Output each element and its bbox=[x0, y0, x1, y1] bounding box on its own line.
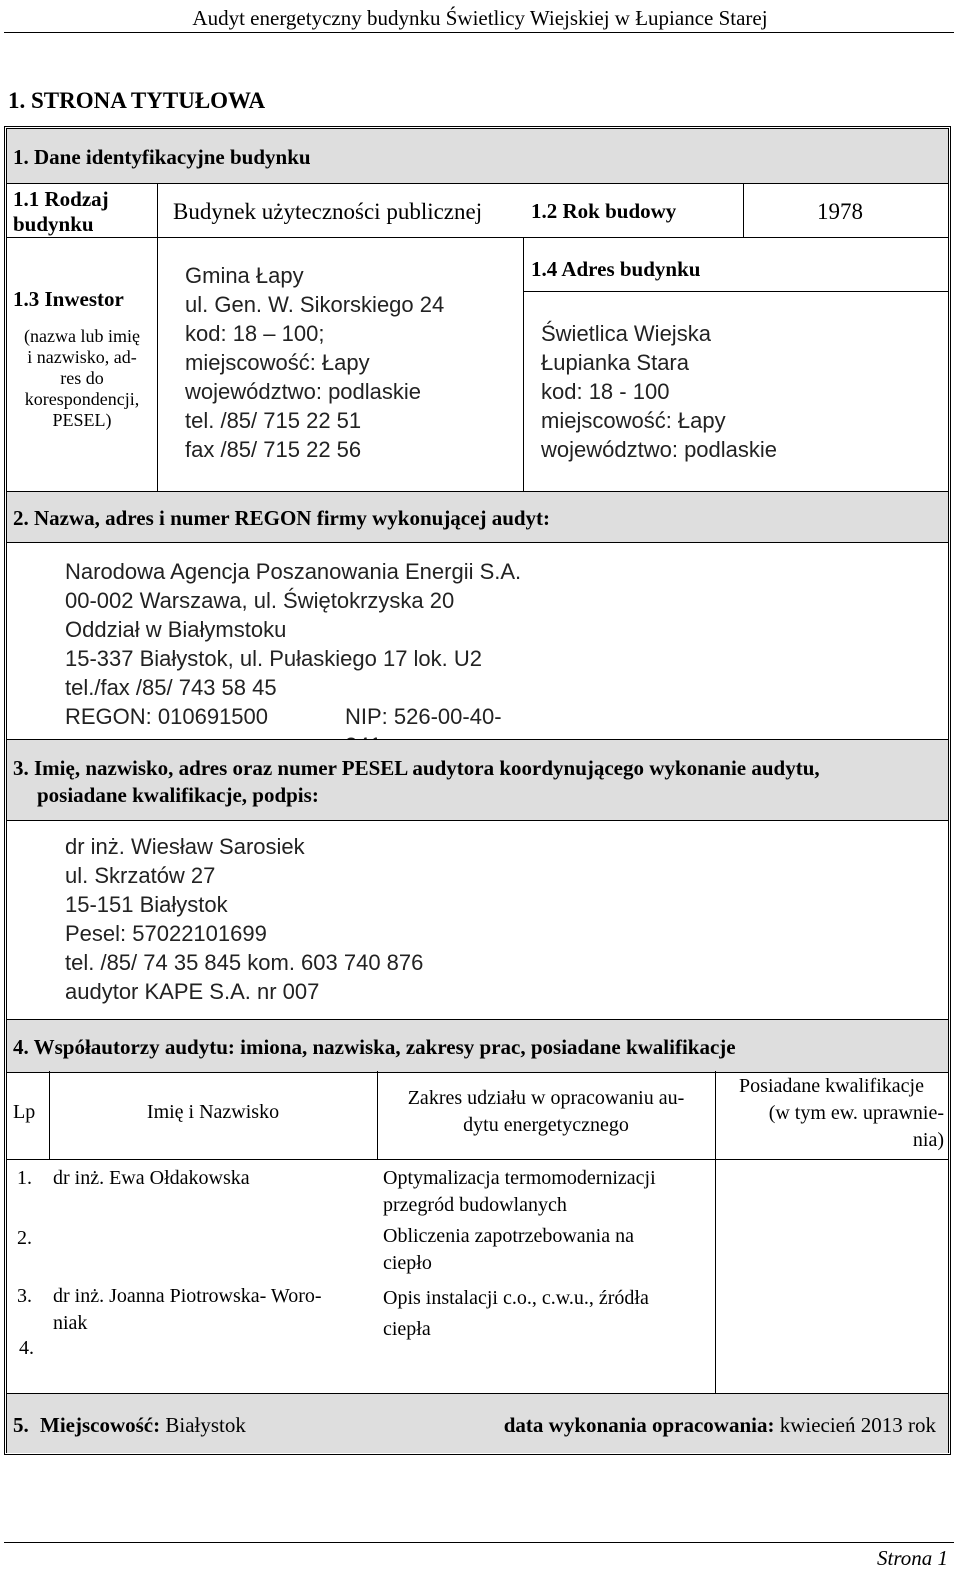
row-divider bbox=[7, 1159, 948, 1160]
section3-heading-band bbox=[7, 739, 948, 821]
header-divider bbox=[4, 32, 954, 33]
address-line: Łupianka Stara bbox=[541, 350, 689, 375]
section2-heading: 2. Nazwa, adres i numer REGON firmy wykonującej audyt: bbox=[13, 506, 551, 530]
name-line: niak bbox=[53, 1312, 88, 1334]
investor-note-line: PESEL) bbox=[52, 410, 112, 430]
investor-line: kod: 18 – 100; bbox=[185, 321, 325, 346]
auditor-line: dr inż. Wiesław Sarosiek bbox=[65, 834, 305, 859]
auditor-line: audytor KAPE S.A. nr 007 bbox=[65, 979, 320, 1004]
qualifications-header-line: (w tym ew. uprawnie- bbox=[768, 1102, 944, 1124]
section4-heading-band bbox=[7, 1019, 948, 1073]
scope-header-line: dytu energetycznego bbox=[463, 1114, 629, 1136]
scope-line: Opis instalacji c.o., c.w.u., źródła bbox=[383, 1287, 649, 1309]
section2-heading-band bbox=[7, 491, 948, 543]
investor-label: 1.3 Inwestor bbox=[13, 287, 124, 311]
investor-note-line: i nazwisko, ad- bbox=[27, 347, 137, 367]
address-line: miejscowość: Łapy bbox=[541, 408, 726, 433]
company-line: Narodowa Agencja Poszanowania Energii S.A. bbox=[65, 559, 522, 584]
investor-details bbox=[185, 261, 444, 464]
column-divider bbox=[157, 183, 158, 491]
address-line: Świetlica Wiejska bbox=[541, 321, 711, 346]
scope-line: ciepła bbox=[383, 1318, 431, 1340]
auditor-line: 15-151 Białystok bbox=[65, 892, 228, 917]
address-line: województwo: podlaskie bbox=[541, 437, 778, 462]
table-row-lp: 1. bbox=[17, 1167, 32, 1189]
table-row-lp: 4. bbox=[19, 1337, 34, 1359]
place-label: Miejscowość: bbox=[40, 1413, 161, 1437]
place-value: Białystok bbox=[165, 1413, 246, 1437]
column-header-lp: Lp bbox=[13, 1101, 36, 1123]
table-row-lp: 2. bbox=[17, 1227, 32, 1249]
investor-note bbox=[7, 326, 157, 431]
title-page-table bbox=[4, 126, 951, 1455]
auditor-line: ul. Skrzatów 27 bbox=[65, 863, 216, 888]
place-row bbox=[13, 1413, 246, 1437]
company-line: tel./fax /85/ 743 58 45 bbox=[65, 675, 277, 700]
section1-heading: 1. Dane identyfikacyjne budynku bbox=[13, 145, 311, 169]
address-line: kod: 18 - 100 bbox=[541, 379, 670, 404]
investor-line: fax /85/ 715 22 56 bbox=[185, 437, 362, 462]
building-type-label-line1: 1.1 Rodzaj bbox=[13, 187, 109, 211]
table-row-scope bbox=[383, 1283, 649, 1345]
company-line: Oddział w Białymstoku bbox=[65, 617, 287, 642]
audit-company-details bbox=[65, 557, 521, 731]
column-divider bbox=[715, 1159, 716, 1393]
scope-line: ciepło bbox=[383, 1252, 432, 1274]
table-row-name bbox=[53, 1283, 322, 1337]
row-divider bbox=[523, 291, 948, 292]
nip-value: NIP: 526-00-40- bbox=[345, 704, 502, 729]
section3-heading-line1: 3. Imię, nazwisko, adres oraz numer PESEL audytora koordynującego wykonanie audytu, bbox=[13, 756, 820, 780]
column-header-scope bbox=[377, 1085, 715, 1139]
investor-note-line: korespondencji, bbox=[24, 389, 140, 409]
investor-line: województwo: podlaskie bbox=[185, 379, 422, 404]
investor-line: Gmina Łapy bbox=[185, 263, 304, 288]
building-type-value: Budynek użyteczności publicznej bbox=[173, 199, 483, 224]
page-heading: 1. STRONA TYTUŁOWA bbox=[8, 88, 266, 113]
qualifications-header-line: Posiadane kwalifikacje bbox=[739, 1075, 924, 1097]
table-row-scope bbox=[383, 1165, 656, 1219]
section5-number: 5. bbox=[13, 1413, 29, 1437]
regon-nip-row bbox=[65, 702, 521, 731]
investor-note-line: (nazwa lub imię bbox=[24, 326, 140, 346]
section3-heading-line2: posiadane kwalifikacje, podpis: bbox=[37, 783, 319, 807]
section5-band bbox=[7, 1393, 948, 1453]
year-label: 1.2 Rok budowy bbox=[531, 199, 677, 223]
name-line: dr inż. Joanna Piotrowska- Woro- bbox=[53, 1285, 322, 1307]
building-type-label-line2: budynku bbox=[13, 212, 94, 236]
scope-line: Obliczenia zapotrzebowania na bbox=[383, 1225, 634, 1247]
document-header-title: Audyt energetyczny budynku Świetlicy Wiejskiej w Łupiance Starej bbox=[192, 6, 768, 30]
address-label: 1.4 Adres budynku bbox=[531, 257, 701, 281]
investor-line: miejscowość: Łapy bbox=[185, 350, 370, 375]
column-divider bbox=[523, 237, 524, 491]
section1-heading-band bbox=[7, 129, 948, 184]
column-divider bbox=[743, 183, 744, 237]
row-divider bbox=[7, 237, 948, 238]
page-number: Strona 1 bbox=[877, 1546, 948, 1570]
company-line: 15-337 Białystok, ul. Pułaskiego 17 lok. U2 bbox=[65, 646, 483, 671]
auditor-details bbox=[65, 832, 423, 1006]
date-label: data wykonania opracowania: bbox=[503, 1413, 775, 1437]
auditor-line: tel. /85/ 74 35 845 kom. 603 740 876 bbox=[65, 950, 424, 975]
company-line: 00-002 Warszawa, ul. Świętokrzyska 20 bbox=[65, 588, 455, 613]
scope-header-line: Zakres udziału w opracowaniu au- bbox=[407, 1087, 685, 1109]
column-header-qualifications bbox=[715, 1073, 948, 1154]
table-row-scope bbox=[383, 1223, 634, 1277]
qualifications-header-line: nia) bbox=[912, 1129, 944, 1151]
footer-divider bbox=[4, 1542, 954, 1543]
investor-line: tel. /85/ 715 22 51 bbox=[185, 408, 362, 433]
column-header-name: Imię i Nazwisko bbox=[146, 1101, 280, 1123]
regon-value: REGON: 010691500 bbox=[65, 704, 269, 729]
table-row-name: dr inż. Ewa Ołdakowska bbox=[53, 1167, 250, 1189]
auditor-line: Pesel: 57022101699 bbox=[65, 921, 267, 946]
investor-line: ul. Gen. W. Sikorskiego 24 bbox=[185, 292, 445, 317]
section4-heading: 4. Współautorzy audytu: imiona, nazwiska, zakresy prac, posiadane kwalifikacje bbox=[13, 1035, 736, 1059]
address-details bbox=[541, 319, 777, 464]
year-value: 1978 bbox=[817, 199, 863, 224]
table-row-lp: 3. bbox=[17, 1285, 32, 1307]
scope-line: Optymalizacja termomodernizacji bbox=[383, 1167, 656, 1189]
scope-line: przegród budowlanych bbox=[383, 1194, 567, 1216]
investor-note-line: res do bbox=[60, 368, 104, 388]
date-value: kwiecień 2013 rok bbox=[779, 1413, 936, 1437]
date-row bbox=[504, 1413, 936, 1437]
